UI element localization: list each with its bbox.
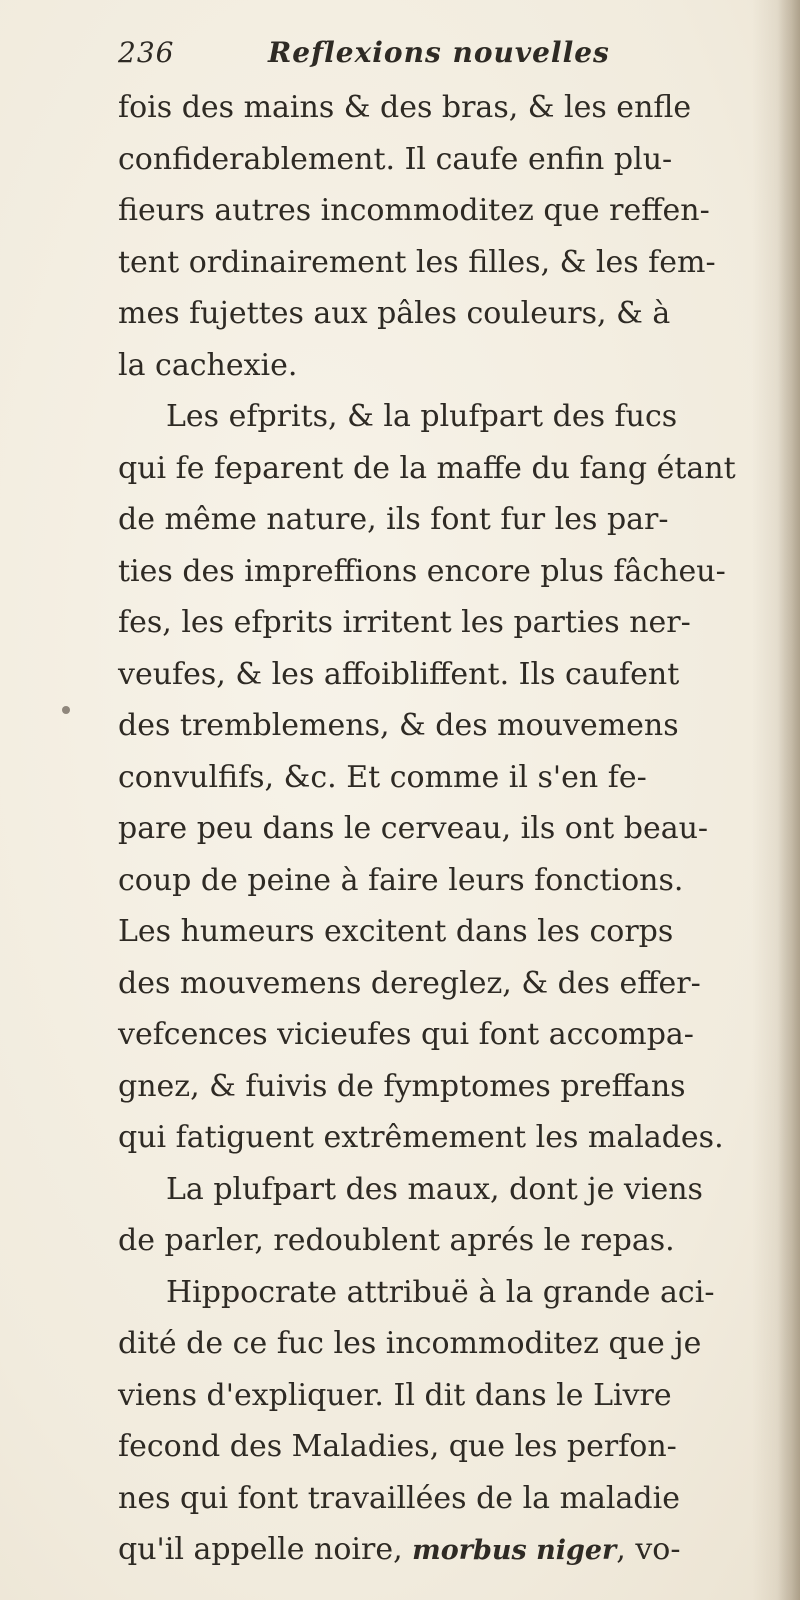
page-edge-shadow bbox=[778, 0, 800, 1600]
text-line: pare peu dans le cerveau, ils ont beau- bbox=[118, 811, 709, 846]
latin-term: morbus niger bbox=[412, 1535, 617, 1566]
text-line: tent ordinairement les filles, & les fem- bbox=[118, 244, 716, 280]
page-number: 236 bbox=[118, 36, 175, 69]
text-line: nes qui font travaillées de la maladie bbox=[118, 1480, 680, 1516]
text-line: qui fe feparent de la maffe du fang étant bbox=[118, 450, 736, 486]
running-head bbox=[118, 36, 758, 76]
text-line: gnez, & fuivis de fymptomes preffans bbox=[118, 1068, 686, 1104]
text-line: dité de ce fuc les incommoditez que je bbox=[118, 1326, 702, 1361]
text-fragment: , vo- bbox=[616, 1532, 681, 1567]
paragraph-2 bbox=[118, 391, 778, 1164]
body-text bbox=[118, 82, 778, 1576]
text-line: fois des mains & des bras, & les enfle bbox=[118, 90, 692, 125]
text-line: mes fujettes aux pâles couleurs, & à bbox=[118, 296, 671, 331]
text-line: de parler, redoublent aprés le repas. bbox=[118, 1223, 675, 1258]
text-line: la cachexie. bbox=[118, 347, 298, 383]
text-line: de même nature, ils font fur les par- bbox=[118, 502, 669, 537]
text-line: coup de peine à faire leurs fonctions. bbox=[118, 862, 684, 898]
ink-spot bbox=[62, 706, 70, 714]
text-line-last bbox=[118, 1524, 778, 1576]
text-line: La plufpart des maux, dont je viens bbox=[166, 1171, 703, 1207]
text-line: vefcences vicieufes qui font accompa- bbox=[118, 1017, 694, 1052]
running-title: Reflexions nouvelles bbox=[268, 36, 610, 69]
text-line: convulfifs, &c. Et comme il s'en fe- bbox=[118, 759, 647, 795]
text-line: viens d'expliquer. Il dit dans le Livre bbox=[118, 1377, 672, 1413]
text-line: confiderablement. Il caufe enfin plu- bbox=[118, 141, 673, 177]
text-line: veufes, & les affoibliffent. Ils caufent bbox=[118, 656, 680, 692]
paragraph-1 bbox=[118, 82, 778, 391]
text-line: des mouvemens dereglez, & des effer- bbox=[118, 965, 701, 1001]
text-line: Les efprits, & la plufpart des fucs bbox=[166, 399, 678, 434]
paragraph-4 bbox=[118, 1267, 778, 1576]
text-line: fes, les efprits irritent les parties ner- bbox=[118, 605, 691, 640]
text-line: qui fatiguent extrêmement les malades. bbox=[118, 1120, 724, 1155]
paragraph-3 bbox=[118, 1164, 778, 1267]
text-line: ties des impreffions encore plus fâcheu- bbox=[118, 553, 726, 589]
text-line: fecond des Maladies, que les perfon- bbox=[118, 1429, 677, 1464]
text-line: Les humeurs excitent dans les corps bbox=[118, 914, 674, 949]
text-line: des tremblemens, & des mouvemens bbox=[118, 708, 679, 743]
text-line: Hippocrate attribuë à la grande aci- bbox=[166, 1274, 715, 1310]
text-line: fieurs autres incommoditez que reffen- bbox=[118, 193, 710, 228]
text-fragment: qu'il appelle noire, bbox=[118, 1532, 413, 1567]
